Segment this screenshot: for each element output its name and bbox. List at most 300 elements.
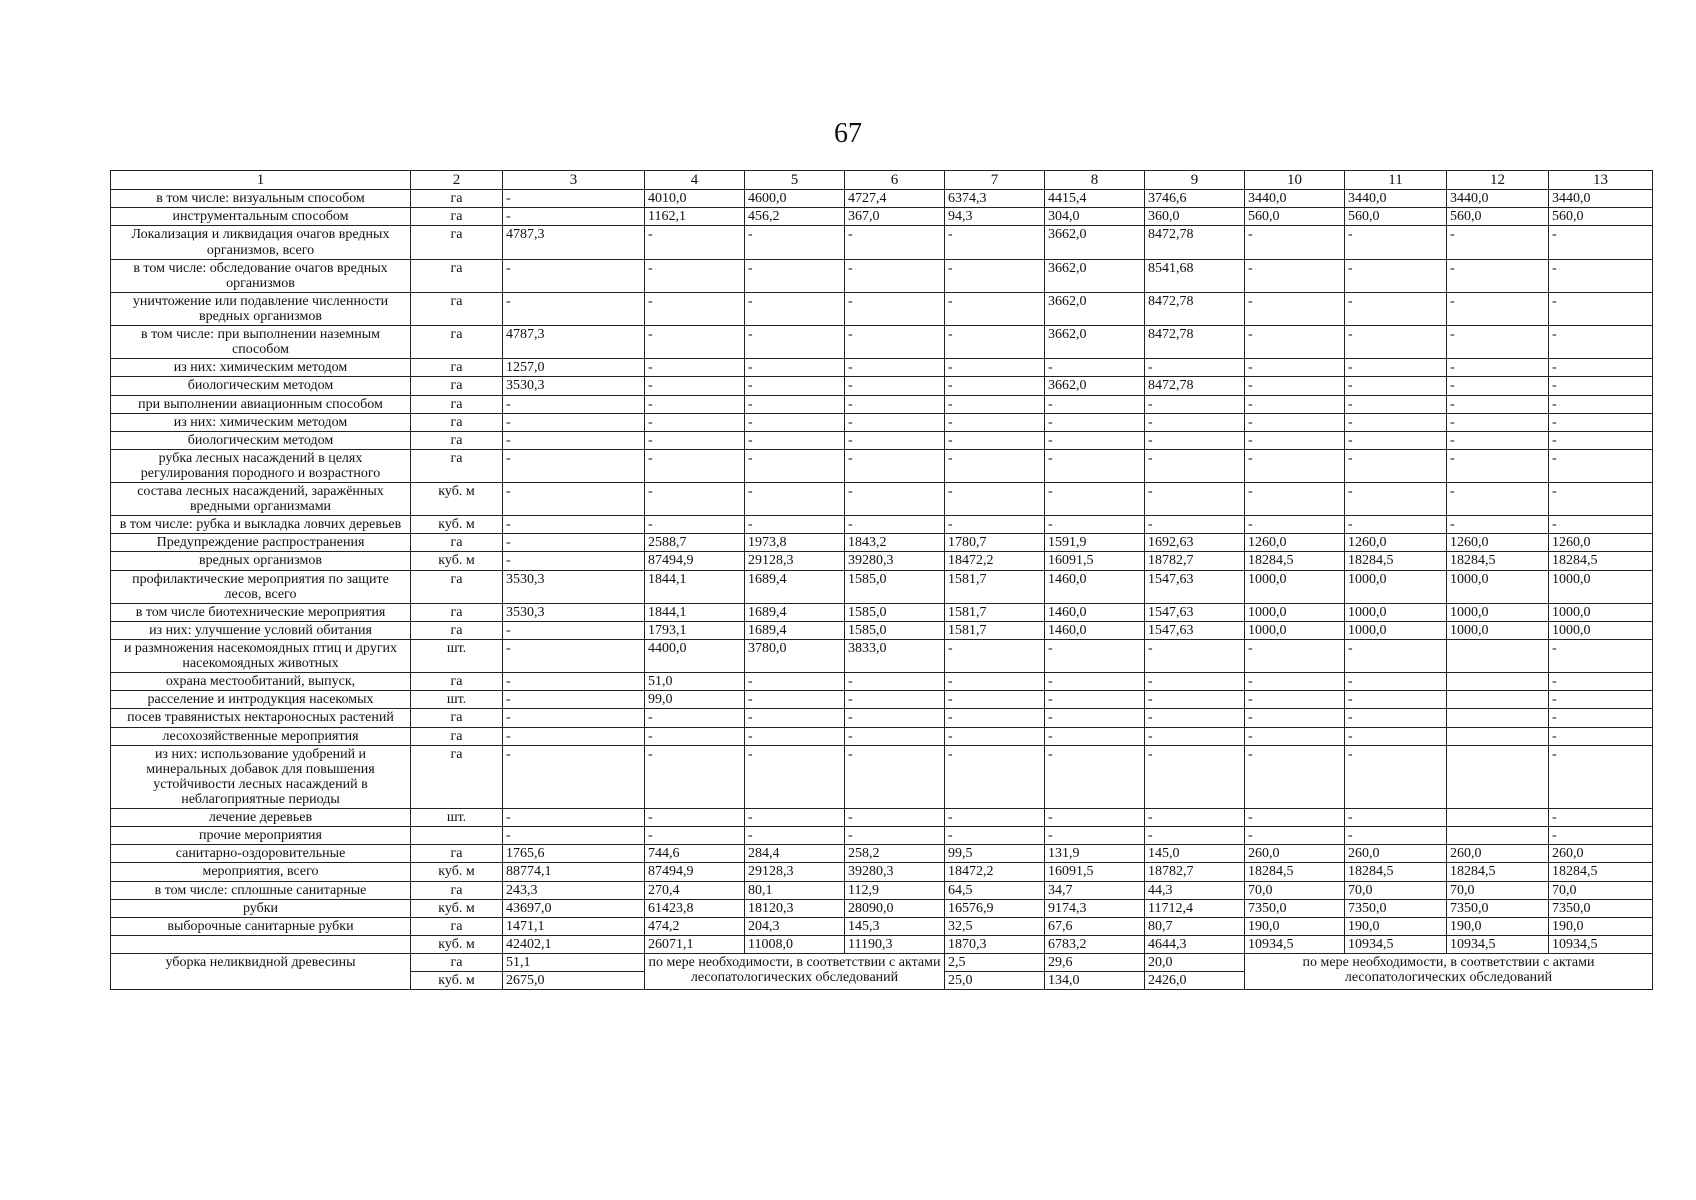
row-value: - (745, 827, 845, 845)
row-value: 18472,2 (945, 552, 1045, 570)
row-value: - (1345, 709, 1447, 727)
row-value: - (745, 226, 845, 259)
row-label: расселение и интродукция насекомых (111, 691, 411, 709)
row-value: - (845, 449, 945, 482)
row-unit: га (411, 431, 503, 449)
row-unit: га (411, 621, 503, 639)
row-value: 10934,5 (1345, 935, 1447, 953)
row-value: 190,0 (1345, 917, 1447, 935)
row-value: 9174,3 (1045, 899, 1145, 917)
row-value: - (845, 691, 945, 709)
row-value: 1689,4 (745, 603, 845, 621)
table-row (111, 395, 1653, 413)
row-value: - (1549, 516, 1653, 534)
row-value: - (1447, 259, 1549, 292)
row-unit: га (411, 727, 503, 745)
row-value: - (1345, 359, 1447, 377)
row-value: 1689,4 (745, 621, 845, 639)
row-value: - (745, 326, 845, 359)
row-value: - (503, 621, 645, 639)
table-row (111, 449, 1653, 482)
row-value: 1000,0 (1549, 621, 1653, 639)
row-unit: га (411, 259, 503, 292)
row-value: - (1245, 359, 1345, 377)
row-value: - (503, 431, 645, 449)
row-value: 260,0 (1447, 845, 1549, 863)
row-value: - (645, 431, 745, 449)
row-value: - (503, 449, 645, 482)
row-value: - (1145, 709, 1245, 727)
table-row (111, 292, 1653, 325)
row-value: 190,0 (1245, 917, 1345, 935)
row-value: 260,0 (1549, 845, 1653, 863)
row-value: 10934,5 (1245, 935, 1345, 953)
row-unit: га (411, 292, 503, 325)
row-value: 4400,0 (645, 640, 745, 673)
row-value: - (1045, 431, 1145, 449)
row-value: - (845, 226, 945, 259)
row-value: - (1447, 395, 1549, 413)
row-value: - (945, 640, 1045, 673)
row-value: 1000,0 (1345, 621, 1447, 639)
row-value: 1460,0 (1045, 621, 1145, 639)
row-value: 190,0 (1549, 917, 1653, 935)
row-value: - (1045, 483, 1145, 516)
row-value: - (945, 359, 1045, 377)
row-label: биологическим методом (111, 377, 411, 395)
row-value: 3662,0 (1045, 292, 1145, 325)
row-value: - (745, 809, 845, 827)
row-value: - (745, 483, 845, 516)
row-value: - (1245, 395, 1345, 413)
row-value: 744,6 (645, 845, 745, 863)
row-value: - (503, 395, 645, 413)
row-value: 1257,0 (503, 359, 645, 377)
row-value: - (1345, 809, 1447, 827)
row-label: уничтожение или подавление численности вредных организмов (111, 292, 411, 325)
header-cell: 5 (745, 171, 845, 190)
row-value: - (845, 292, 945, 325)
row-value: 8472,78 (1145, 377, 1245, 395)
row-value: 3746,6 (1145, 190, 1245, 208)
row-unit: га (411, 377, 503, 395)
row-value: - (645, 226, 745, 259)
row-value: - (945, 516, 1045, 534)
row-value: 260,0 (1245, 845, 1345, 863)
row-value: - (945, 377, 1045, 395)
row-label: состава лесных насаждений, заражённых вредными организмами (111, 483, 411, 516)
row-value: 11190,3 (845, 935, 945, 953)
row-value: 3440,0 (1549, 190, 1653, 208)
header-cell: 7 (945, 171, 1045, 190)
table-row (111, 431, 1653, 449)
row-value: - (645, 413, 745, 431)
row-value: - (1345, 745, 1447, 808)
row-value: - (1245, 326, 1345, 359)
row-value: 87494,9 (645, 552, 745, 570)
header-cell: 9 (1145, 171, 1245, 190)
row-value: 28090,0 (845, 899, 945, 917)
row-value: 18284,5 (1549, 552, 1653, 570)
row-value: - (1549, 673, 1653, 691)
row-value: - (1045, 809, 1145, 827)
row-value: - (845, 377, 945, 395)
row-value: 1000,0 (1345, 570, 1447, 603)
row-value: 1000,0 (1447, 603, 1549, 621)
row-value: - (1145, 483, 1245, 516)
row-value: 1844,1 (645, 570, 745, 603)
row-value: - (1245, 449, 1345, 482)
row-value: 34,7 (1045, 881, 1145, 899)
row-value: - (1245, 226, 1345, 259)
row-unit: га (411, 395, 503, 413)
row-value: 4727,4 (845, 190, 945, 208)
row-value: - (1245, 413, 1345, 431)
row-value: 4787,3 (503, 326, 645, 359)
page-number: 67 (834, 118, 862, 149)
row-label: в том числе: сплошные санитарные (111, 881, 411, 899)
row-label: рубки (111, 899, 411, 917)
row-value: - (1345, 640, 1447, 673)
row-unit: шт. (411, 809, 503, 827)
row-value: - (845, 326, 945, 359)
row-value: 1780,7 (945, 534, 1045, 552)
row-value: - (1447, 326, 1549, 359)
row-value: 1591,9 (1045, 534, 1145, 552)
row-value: - (1245, 431, 1345, 449)
row-value: - (1245, 709, 1345, 727)
row-value: 3662,0 (1045, 377, 1145, 395)
row-value: 10934,5 (1447, 935, 1549, 953)
row-value: 3440,0 (1245, 190, 1345, 208)
row-unit: га (411, 413, 503, 431)
row-value: 42402,1 (503, 935, 645, 953)
row-value: 64,5 (945, 881, 1045, 899)
row-value: - (645, 359, 745, 377)
header-cell: 10 (1245, 171, 1345, 190)
row-value: - (745, 727, 845, 745)
row-value: 1260,0 (1345, 534, 1447, 552)
row-unit: га (411, 226, 503, 259)
row-value: - (1549, 359, 1653, 377)
row-value: - (1345, 292, 1447, 325)
row-label: санитарно-оздоровительные (111, 845, 411, 863)
row-value: 6783,2 (1045, 935, 1145, 953)
row-value: 11712,4 (1145, 899, 1245, 917)
row-value: - (945, 827, 1045, 845)
row-value: 3662,0 (1045, 326, 1145, 359)
row-value: - (1345, 226, 1447, 259)
row-value: 18120,3 (745, 899, 845, 917)
row-value: 8541,68 (1145, 259, 1245, 292)
row-value: - (945, 413, 1045, 431)
row-value: 1547,63 (1145, 621, 1245, 639)
row-value: - (745, 413, 845, 431)
row-value: 304,0 (1045, 208, 1145, 226)
row-value: - (845, 483, 945, 516)
row-value: 560,0 (1245, 208, 1345, 226)
row-value: - (1045, 359, 1145, 377)
row-value: 4415,4 (1045, 190, 1145, 208)
row-value: - (1245, 259, 1345, 292)
row-value: - (1549, 809, 1653, 827)
row-value: - (1045, 709, 1145, 727)
row-value: - (845, 727, 945, 745)
row-value: 3440,0 (1345, 190, 1447, 208)
row-value: 560,0 (1549, 208, 1653, 226)
row-value: 25,0 (945, 972, 1045, 990)
table-row (111, 326, 1653, 359)
row-value: - (1045, 827, 1145, 845)
row-value: - (845, 745, 945, 808)
row-value: - (1145, 413, 1245, 431)
row-unit: га (411, 745, 503, 808)
row-value: - (1549, 292, 1653, 325)
row-value: - (645, 483, 745, 516)
row-value: 99,5 (945, 845, 1045, 863)
header-cell: 2 (411, 171, 503, 190)
row-label: в том числе: при выполнении наземным способом (111, 326, 411, 359)
row-value: 1000,0 (1447, 621, 1549, 639)
row-value: 1793,1 (645, 621, 745, 639)
row-value: - (845, 359, 945, 377)
row-value: 16091,5 (1045, 552, 1145, 570)
row-value: - (745, 395, 845, 413)
row-value: 39280,3 (845, 863, 945, 881)
row-value: - (1245, 673, 1345, 691)
table-row (111, 259, 1653, 292)
row-value: - (845, 673, 945, 691)
row-value: - (1345, 377, 1447, 395)
row-value: - (503, 516, 645, 534)
row-value: 258,2 (845, 845, 945, 863)
row-value: - (1045, 727, 1145, 745)
merged-note-left: по мере необходимости, в соответствии с актами лесопатологических обследований (645, 954, 945, 990)
row-value: - (1549, 226, 1653, 259)
row-value: 1692,63 (1145, 534, 1245, 552)
row-unit: га (411, 359, 503, 377)
row-value: - (1245, 292, 1345, 325)
row-value: - (503, 259, 645, 292)
row-value: 80,7 (1145, 917, 1245, 935)
row-unit: га (411, 954, 503, 972)
row-value: 51,1 (503, 954, 645, 972)
row-value: - (1549, 326, 1653, 359)
row-value: - (1045, 449, 1145, 482)
row-value: 1460,0 (1045, 603, 1145, 621)
row-value: - (1045, 516, 1145, 534)
row-value: - (745, 431, 845, 449)
table-row (111, 552, 1653, 570)
row-unit: куб. м (411, 972, 503, 990)
row-value: - (503, 190, 645, 208)
row-value: - (1045, 640, 1145, 673)
row-label: лесохозяйственные мероприятия (111, 727, 411, 745)
row-value: 88774,1 (503, 863, 645, 881)
row-label: Предупреждение распространения (111, 534, 411, 552)
row-value: - (745, 691, 845, 709)
table-row (111, 640, 1653, 673)
row-value: 18284,5 (1447, 552, 1549, 570)
row-label: биологическим методом (111, 431, 411, 449)
row-value: - (645, 326, 745, 359)
row-value: - (1345, 449, 1447, 482)
row-label: профилактические мероприятия по защите лесов, всего (111, 570, 411, 603)
row-value: - (1549, 640, 1653, 673)
row-value: 2675,0 (503, 972, 645, 990)
row-value: 1460,0 (1045, 570, 1145, 603)
table-row (111, 603, 1653, 621)
row-value: 7350,0 (1549, 899, 1653, 917)
row-value: - (845, 709, 945, 727)
row-value: 4787,3 (503, 226, 645, 259)
table-row (111, 827, 1653, 845)
row-value: 190,0 (1447, 917, 1549, 935)
table-row (111, 359, 1653, 377)
row-unit: шт. (411, 640, 503, 673)
row-value: 51,0 (645, 673, 745, 691)
row-value: - (503, 691, 645, 709)
row-value: - (945, 449, 1045, 482)
row-label: в том числе: визуальным способом (111, 190, 411, 208)
row-value: 4644,3 (1145, 935, 1245, 953)
row-value: - (845, 431, 945, 449)
row-value: - (745, 449, 845, 482)
table-row (111, 516, 1653, 534)
row-value: 1547,63 (1145, 603, 1245, 621)
row-value: - (1245, 827, 1345, 845)
row-value: - (1245, 691, 1345, 709)
row-value: 61423,8 (645, 899, 745, 917)
row-value: 6374,3 (945, 190, 1045, 208)
row-value: - (1245, 727, 1345, 745)
row-value: 284,4 (745, 845, 845, 863)
row-value: 360,0 (1145, 208, 1245, 226)
row-value: - (1549, 709, 1653, 727)
row-value: - (1145, 673, 1245, 691)
row-value: 18284,5 (1447, 863, 1549, 881)
row-value: - (1345, 431, 1447, 449)
row-value: 8472,78 (1145, 226, 1245, 259)
row-value: 4010,0 (645, 190, 745, 208)
row-value: - (945, 226, 1045, 259)
row-unit: куб. м (411, 935, 503, 953)
row-value: - (845, 395, 945, 413)
row-value: 1581,7 (945, 570, 1045, 603)
row-value: - (1447, 483, 1549, 516)
row-value: 39280,3 (845, 552, 945, 570)
row-unit: га (411, 534, 503, 552)
row-value: 70,0 (1345, 881, 1447, 899)
row-value: - (1345, 395, 1447, 413)
merged-note-right: по мере необходимости, в соответствии с актами лесопатологических обследований (1245, 954, 1653, 990)
row-value: - (1145, 745, 1245, 808)
row-value: 367,0 (845, 208, 945, 226)
row-value: - (1145, 395, 1245, 413)
row-label: инструментальным способом (111, 208, 411, 226)
table-row (111, 691, 1653, 709)
row-value: - (1145, 449, 1245, 482)
header-cell: 6 (845, 171, 945, 190)
row-value: - (1345, 727, 1447, 745)
row-value: - (503, 727, 645, 745)
row-label: из них: химическим методом (111, 413, 411, 431)
row-unit: га (411, 845, 503, 863)
row-value: 270,4 (645, 881, 745, 899)
row-value: 7350,0 (1447, 899, 1549, 917)
row-value: - (1145, 431, 1245, 449)
table-row (111, 190, 1653, 208)
row-value: - (745, 516, 845, 534)
row-unit: куб. м (411, 899, 503, 917)
row-value: - (1549, 483, 1653, 516)
row-unit: га (411, 709, 503, 727)
row-value: - (503, 745, 645, 808)
row-value: 1585,0 (845, 621, 945, 639)
row-value: 18284,5 (1245, 552, 1345, 570)
row-value: 29128,3 (745, 552, 845, 570)
row-value: - (1145, 359, 1245, 377)
row-value: 3530,3 (503, 603, 645, 621)
row-unit: га (411, 190, 503, 208)
row-label: прочие мероприятия (111, 827, 411, 845)
row-value: - (1345, 483, 1447, 516)
row-value: 131,9 (1045, 845, 1145, 863)
row-value: 1000,0 (1447, 570, 1549, 603)
row-value: 260,0 (1345, 845, 1447, 863)
row-value: - (1345, 691, 1447, 709)
row-value: - (1145, 727, 1245, 745)
row-value: - (1447, 431, 1549, 449)
row-value (1447, 640, 1549, 673)
table-row (111, 226, 1653, 259)
row-label (111, 935, 411, 953)
row-value: - (845, 809, 945, 827)
row-label: Локализация и ликвидация очагов вредных организмов, всего (111, 226, 411, 259)
row-value: - (1549, 745, 1653, 808)
row-unit: га (411, 208, 503, 226)
row-unit: га (411, 570, 503, 603)
row-value: - (745, 709, 845, 727)
row-unit: га (411, 881, 503, 899)
row-value: - (745, 292, 845, 325)
row-value: - (1447, 292, 1549, 325)
row-value: - (945, 691, 1045, 709)
row-value: 16576,9 (945, 899, 1045, 917)
row-value: - (945, 326, 1045, 359)
row-value: 70,0 (1447, 881, 1549, 899)
row-value: 67,6 (1045, 917, 1145, 935)
row-value: - (1549, 395, 1653, 413)
header-cell: 11 (1345, 171, 1447, 190)
row-value: - (1549, 413, 1653, 431)
row-value: 3662,0 (1045, 226, 1145, 259)
row-value: 1547,63 (1145, 570, 1245, 603)
row-label: из них: улучшение условий обитания (111, 621, 411, 639)
row-value: 1471,1 (503, 917, 645, 935)
row-value: - (1549, 377, 1653, 395)
row-value: - (1345, 259, 1447, 292)
row-value: 145,0 (1145, 845, 1245, 863)
row-value: 2426,0 (1145, 972, 1245, 990)
row-value: 87494,9 (645, 863, 745, 881)
row-value: - (845, 259, 945, 292)
table-row (111, 413, 1653, 431)
row-value: - (845, 827, 945, 845)
table-row (111, 809, 1653, 827)
header-cell: 3 (503, 171, 645, 190)
row-value: - (1045, 395, 1145, 413)
